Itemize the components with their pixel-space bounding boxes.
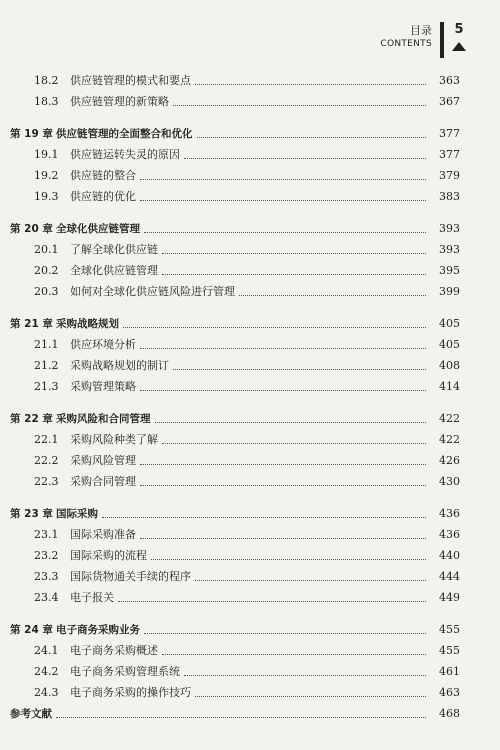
entry-page-number: 405 bbox=[439, 338, 460, 351]
dot-leader bbox=[173, 104, 426, 106]
entry-number: 第 23 章 bbox=[10, 508, 53, 520]
entry-page-number: 426 bbox=[439, 454, 460, 467]
entry-title: 全球化供应链管理 bbox=[56, 223, 140, 235]
entry-number: 24.3 bbox=[34, 686, 59, 699]
section-entry bbox=[34, 545, 460, 563]
section-entry bbox=[34, 450, 460, 468]
dot-leader bbox=[151, 558, 426, 560]
entry-page-number: 468 bbox=[439, 707, 460, 720]
header-page-box bbox=[452, 22, 466, 51]
dot-leader bbox=[102, 516, 426, 518]
dot-leader bbox=[162, 442, 426, 444]
dot-leader bbox=[118, 600, 426, 602]
entry-title: 采购合同管理 bbox=[70, 475, 136, 488]
entry-title: 供应链运转失灵的原因 bbox=[70, 148, 180, 161]
dot-leader bbox=[140, 484, 426, 486]
dot-leader bbox=[144, 632, 426, 634]
dot-leader bbox=[144, 231, 426, 233]
section-entry bbox=[34, 281, 460, 299]
dot-leader bbox=[56, 716, 426, 718]
entry-page-number: 414 bbox=[439, 380, 460, 393]
entry-title: 如何对全球化供应链风险进行管理 bbox=[70, 285, 235, 298]
triangle-icon bbox=[452, 42, 466, 51]
entry-number: 21.1 bbox=[34, 338, 59, 351]
dot-leader bbox=[195, 83, 426, 85]
entry-title: 供应环境分析 bbox=[70, 338, 136, 351]
entry-page-number: 455 bbox=[439, 644, 460, 657]
dot-leader bbox=[140, 347, 426, 349]
entry-title: 供应链的优化 bbox=[70, 190, 136, 203]
entry-number: 20.1 bbox=[34, 243, 59, 256]
section-entry bbox=[34, 682, 460, 700]
entry-page-number: 440 bbox=[439, 549, 460, 562]
entry-page-number: 449 bbox=[439, 591, 460, 604]
dot-leader bbox=[195, 579, 426, 581]
entry-title: 了解全球化供应链 bbox=[70, 243, 158, 256]
entry-page-number: 430 bbox=[439, 475, 460, 488]
entry-page-number: 399 bbox=[439, 285, 460, 298]
dot-leader bbox=[162, 273, 426, 275]
entry-number: 19.2 bbox=[34, 169, 59, 182]
entry-number: 22.2 bbox=[34, 454, 59, 467]
section-entry bbox=[34, 566, 460, 584]
entry-title: 采购管理策略 bbox=[70, 380, 136, 393]
entry-number: 22.1 bbox=[34, 433, 59, 446]
chapter-entry bbox=[10, 313, 460, 331]
entry-number: 20.2 bbox=[34, 264, 59, 277]
entry-page-number: 408 bbox=[439, 359, 460, 372]
entry-title: 供应链管理的新策略 bbox=[70, 95, 169, 108]
section-entry bbox=[34, 376, 460, 394]
dot-leader bbox=[155, 421, 427, 423]
entry-page-number: 422 bbox=[439, 433, 460, 446]
entry-page-number: 393 bbox=[439, 243, 460, 256]
entry-number: 20.3 bbox=[34, 285, 59, 298]
entry-number: 22.3 bbox=[34, 475, 59, 488]
entry-page-number: 395 bbox=[439, 264, 460, 277]
entry-title: 国际采购 bbox=[56, 508, 98, 520]
section-entry bbox=[34, 587, 460, 605]
dot-leader bbox=[197, 136, 427, 138]
entry-page-number: 405 bbox=[439, 317, 460, 330]
entry-title: 电子商务采购业务 bbox=[56, 624, 140, 636]
entry-page-number: 383 bbox=[439, 190, 460, 203]
entry-page-number: 461 bbox=[439, 665, 460, 678]
chapter-entry bbox=[10, 503, 460, 521]
entry-page-number: 379 bbox=[439, 169, 460, 182]
entry-page-number: 367 bbox=[439, 95, 460, 108]
entry-title: 采购战略规划的制订 bbox=[70, 359, 169, 372]
entry-page-number: 463 bbox=[439, 686, 460, 699]
entry-title: 电子商务采购的操作技巧 bbox=[70, 686, 191, 699]
entry-page-number: 444 bbox=[439, 570, 460, 583]
section-entry bbox=[34, 524, 460, 542]
entry-number: 24.2 bbox=[34, 665, 59, 678]
dot-leader bbox=[123, 326, 426, 328]
section-entry bbox=[34, 640, 460, 658]
chapter-entry bbox=[10, 408, 460, 426]
section-entry bbox=[34, 186, 460, 204]
section-entry bbox=[34, 91, 460, 109]
entry-title: 电子报关 bbox=[70, 591, 114, 604]
chapter-entry bbox=[10, 218, 460, 236]
chapter-entry bbox=[10, 619, 460, 637]
section-entry bbox=[34, 334, 460, 352]
entry-page-number: 377 bbox=[439, 127, 460, 140]
entry-title: 采购风险种类了解 bbox=[70, 433, 158, 446]
entry-title: 采购风险和合同管理 bbox=[56, 413, 151, 425]
entry-number: 18.2 bbox=[34, 74, 59, 87]
entry-number: 23.3 bbox=[34, 570, 59, 583]
entry-number: 23.1 bbox=[34, 528, 59, 541]
entry-page-number: 363 bbox=[439, 74, 460, 87]
entry-number: 19.1 bbox=[34, 148, 59, 161]
section-entry bbox=[34, 144, 460, 162]
entry-title: 电子商务采购概述 bbox=[70, 644, 158, 657]
section-entry bbox=[34, 661, 460, 679]
page-header bbox=[380, 22, 466, 62]
dot-leader bbox=[184, 157, 426, 159]
header-titles bbox=[380, 24, 432, 50]
header-title-en: CONTENTS bbox=[380, 39, 432, 49]
section-entry bbox=[34, 70, 460, 88]
entry-page-number: 455 bbox=[439, 623, 460, 636]
entry-title: 参考文献 bbox=[10, 708, 52, 720]
page-number: 5 bbox=[454, 22, 464, 37]
section-entry bbox=[34, 239, 460, 257]
dot-leader bbox=[140, 199, 426, 201]
dot-leader bbox=[140, 389, 426, 391]
entry-title: 国际采购的流程 bbox=[70, 549, 147, 562]
entry-title: 供应链管理的全面整合和优化 bbox=[56, 128, 193, 140]
dot-leader bbox=[162, 252, 426, 254]
entry-title: 采购战略规划 bbox=[56, 318, 119, 330]
dot-leader bbox=[162, 653, 426, 655]
dot-leader bbox=[173, 368, 426, 370]
entry-title: 电子商务采购管理系统 bbox=[70, 665, 180, 678]
section-entry bbox=[34, 355, 460, 373]
entry-title: 全球化供应链管理 bbox=[70, 264, 158, 277]
entry-number: 18.3 bbox=[34, 95, 59, 108]
section-entry bbox=[34, 429, 460, 447]
entry-page-number: 436 bbox=[439, 507, 460, 520]
entry-page-number: 377 bbox=[439, 148, 460, 161]
section-entry bbox=[34, 471, 460, 489]
entry-page-number: 393 bbox=[439, 222, 460, 235]
dot-leader bbox=[140, 463, 426, 465]
entry-title: 采购风险管理 bbox=[70, 454, 136, 467]
entry-number: 第 19 章 bbox=[10, 128, 53, 140]
entry-number: 21.2 bbox=[34, 359, 59, 372]
entry-number: 第 20 章 bbox=[10, 223, 53, 235]
dot-leader bbox=[140, 537, 426, 539]
entry-number: 23.4 bbox=[34, 591, 59, 604]
entry-title: 国际货物通关手续的程序 bbox=[70, 570, 191, 583]
entry-number: 24.1 bbox=[34, 644, 59, 657]
section-entry bbox=[34, 165, 460, 183]
entry-page-number: 436 bbox=[439, 528, 460, 541]
dot-leader bbox=[140, 178, 426, 180]
dot-leader bbox=[184, 674, 426, 676]
entry-title: 供应链的整合 bbox=[70, 169, 136, 182]
section-entry bbox=[34, 260, 460, 278]
header-title-cn: 目录 bbox=[410, 24, 432, 37]
dot-leader bbox=[239, 294, 426, 296]
entry-number: 第 24 章 bbox=[10, 624, 53, 636]
entry-number: 第 22 章 bbox=[10, 413, 53, 425]
entry-number: 21.3 bbox=[34, 380, 59, 393]
entry-title: 国际采购准备 bbox=[70, 528, 136, 541]
header-divider bbox=[440, 22, 444, 58]
entry-title: 供应链管理的模式和要点 bbox=[70, 74, 191, 87]
references-entry bbox=[10, 703, 460, 721]
entry-number: 第 21 章 bbox=[10, 318, 53, 330]
chapter-entry bbox=[10, 123, 460, 141]
dot-leader bbox=[195, 695, 426, 697]
entry-number: 19.3 bbox=[34, 190, 59, 203]
entry-number: 23.2 bbox=[34, 549, 59, 562]
entry-page-number: 422 bbox=[439, 412, 460, 425]
